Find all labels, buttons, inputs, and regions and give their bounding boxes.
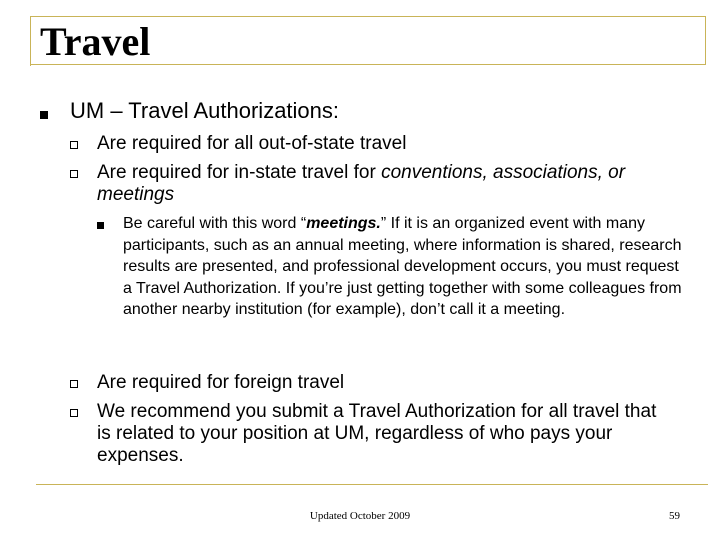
square-bullet-icon (40, 111, 48, 119)
page-number: 59 (669, 510, 680, 522)
bullet-in-state-emphasis: conventions, associations, or meetings (97, 162, 626, 205)
meetings-note-body: ” If it is an organized event with many participants, such as an annual meeting, where information is shared, research results are presented, and professional development occurs, you must request a Travel Authorization. If you’re just getting together with some colleagues from another nearby institution (for example), don’t call it a meeting. (123, 215, 682, 318)
frame-left-line (30, 16, 31, 66)
bullet-in-state-text: Are required for in-state travel for (97, 162, 382, 183)
bullet-recommendation: We recommend you submit a Travel Authorization for all travel that is related to your position at UM, regardless of who pays your expenses. (97, 401, 657, 466)
slide-title: Travel (40, 19, 151, 64)
bullet-foreign-travel: Are required for foreign travel (97, 372, 345, 393)
hollow-square-bullet-icon (70, 141, 78, 149)
hollow-square-bullet-icon (70, 170, 78, 178)
bullet-travel-authorizations: UM – Travel Authorizations: (70, 98, 340, 123)
bullet-in-state (97, 162, 657, 206)
meetings-note-emphasis: meetings. (306, 215, 381, 232)
meetings-note-intro: Be careful with this word “ (123, 215, 307, 232)
footer-rule (36, 484, 708, 485)
title-rule (30, 64, 706, 65)
footer-date: Updated October 2009 (309, 510, 411, 522)
square-bullet-icon (97, 222, 104, 229)
hollow-square-bullet-icon (70, 380, 78, 388)
bullet-out-of-state: Are required for all out-of-state travel (97, 133, 407, 154)
frame-top-line (30, 16, 706, 17)
meetings-note (123, 213, 688, 321)
frame-right-line (705, 16, 706, 64)
hollow-square-bullet-icon (70, 409, 78, 417)
